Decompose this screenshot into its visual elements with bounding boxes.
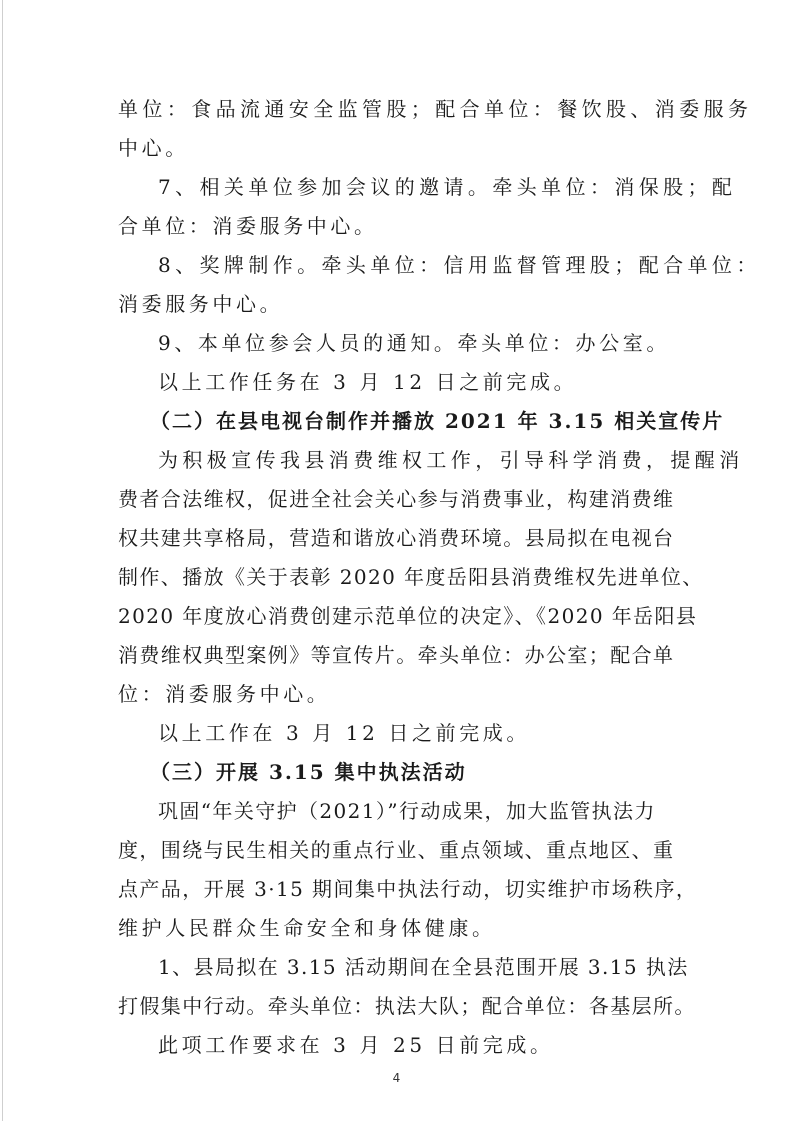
text-line: 合单位：消委服务中心。 xyxy=(118,214,378,238)
text-line: 9、本单位参会人员的通知。牵头单位：办公室。 xyxy=(158,331,670,355)
text-line: 点产品，开展 3·15 期间集中执法行动，切实维护市场秩序， xyxy=(118,877,698,901)
text-line: 度，围绕与民生相关的重点行业、重点领域、重点地区、重 xyxy=(118,838,675,862)
text-line: 以上工作任务在 3 月 12 日之前完成。 xyxy=(158,370,578,394)
text-line: 1、县局拟在 3.15 活动期间在全县范围开展 3.15 执法 xyxy=(158,955,689,979)
text-line: 8、奖牌制作。牵头单位：信用监督管理股；配合单位： xyxy=(158,253,761,277)
text-line: 打假集中行动。牵头单位：执法大队；配合单位：各基层所。 xyxy=(118,994,696,1018)
text-line: 消委服务中心。 xyxy=(118,292,284,316)
text-line: 消费维权典型案例》等宣传片。牵头单位：办公室；配合单 xyxy=(118,643,675,667)
text-line: 权共建共享格局，营造和谐放心消费环境。县局拟在电视台 xyxy=(118,526,675,550)
text-line: 2020 年度放心消费创建示范单位的决定》、《2020 年岳阳县 xyxy=(118,604,698,628)
text-line: 巩固“年关守护（2021）”行动成果，加大监管执法力 xyxy=(158,799,656,823)
page-number: 4 xyxy=(392,1071,401,1085)
text-line: 以上工作在 3 月 12 日之前完成。 xyxy=(158,721,531,745)
section-heading: （三）开展 3.15 集中执法活动 xyxy=(150,760,467,784)
text-line: 费者合法维权，促进全社会关心参与消费事业，构建消费维 xyxy=(118,487,675,511)
text-line: 维护人民群众生命安全和身体健康。 xyxy=(118,916,496,940)
text-line: 7、相关单位参加会议的邀请。牵头单位：消保股；配 xyxy=(158,175,737,199)
text-line: 为积极宣传我县消费维权工作，引导科学消费，提醒消 xyxy=(158,448,744,472)
text-line: 位：消委服务中心。 xyxy=(118,682,331,706)
text-line: 制作、播放《关于表彰 2020 年度岳阳县消费维权先进单位、 xyxy=(118,565,704,589)
section-heading: （二）在县电视台制作并播放 2021 年 3.15 相关宣传片 xyxy=(150,409,725,433)
text-line: 单位：食品流通安全监管股；配合单位：餐饮股、消委服务 xyxy=(118,97,753,121)
text-line: 中心。 xyxy=(118,136,189,160)
text-line: 此项工作要求在 3 月 25 日前完成。 xyxy=(158,1033,554,1057)
